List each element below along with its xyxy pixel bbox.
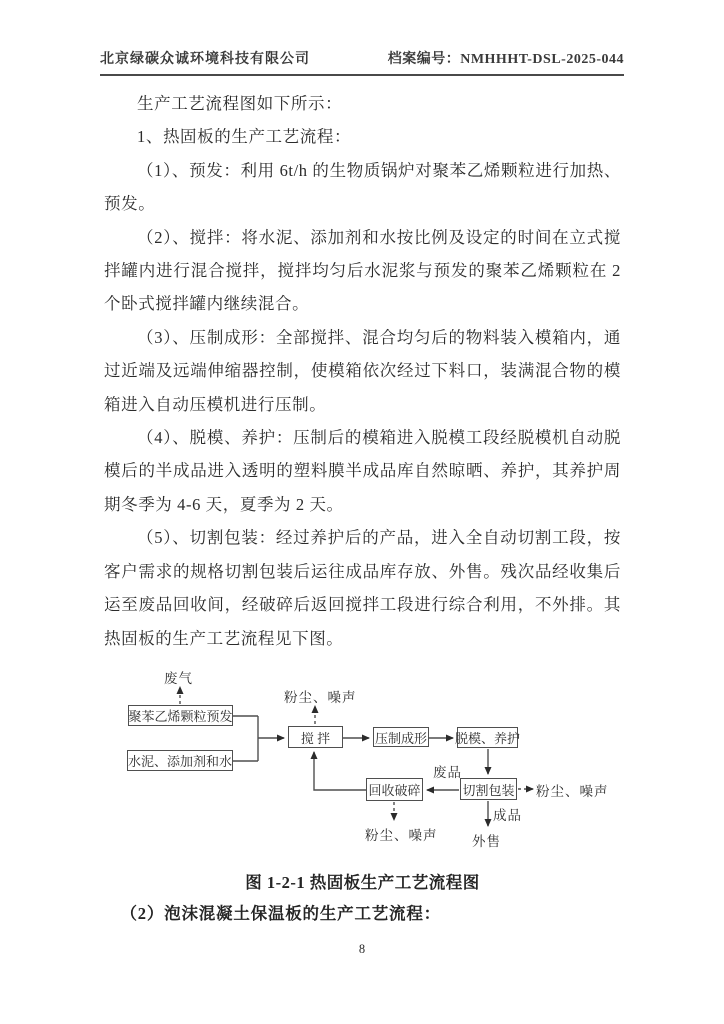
page-number: 8 xyxy=(358,942,366,956)
flow-node-raw-materials: 水泥、添加剂和水 xyxy=(127,750,233,771)
body-text xyxy=(104,87,621,655)
flow-label-dust-noise-cutting: 粉尘、噪声 xyxy=(536,784,609,799)
page-header xyxy=(100,48,624,76)
paragraph-step-1: （1）、预发：利用 6t/h 的生物质锅炉对聚苯乙烯颗粒进行加热、预发。 xyxy=(104,160,621,214)
flow-label-dust-noise-mixing: 粉尘、噪声 xyxy=(284,690,357,705)
flow-node-recycle-crush: 回收破碎 xyxy=(366,778,423,801)
flow-node-demold-curing: 脱模、养护 xyxy=(457,727,518,748)
paragraph-step-5: （5）、切割包装：经过养护后的产品，进入全自动切割工段，按客户需求的规格切割包装后运往成品库存放、外售。残次品经收集后运至废品回收间，经破碎后返回搅拌工段进行综合利用，不外排。其热固板的生产工艺流程见下图。 xyxy=(104,528,621,648)
flow-label-finished-product: 成品 xyxy=(493,808,522,823)
paragraph-intro: 生产工艺流程图如下所示： xyxy=(137,94,343,113)
company-name: 北京绿碳众诚环境科技有限公司 xyxy=(100,52,310,67)
paragraph-step-2: （2）、搅拌：将水泥、添加剂和水按比例及设定的时间在立式搅拌罐内进行混合搅拌，搅拌均匀后水泥浆与预发的聚苯乙烯颗粒在 2 个卧式搅拌罐内继续混合。 xyxy=(104,227,621,314)
flow-label-scrap: 废品 xyxy=(433,765,462,780)
paragraph-heading-1: 1、热固板的生产工艺流程： xyxy=(137,127,352,147)
flow-label-waste-gas: 废气 xyxy=(164,671,193,686)
flow-node-cutting-packing: 切割包装 xyxy=(460,778,517,800)
file-number: 档案编号：NMHHHT-DSL-2025-044 xyxy=(387,52,624,67)
flow-node-mixing: 搅 拌 xyxy=(288,726,343,748)
paragraph-step-4: （4）、脱模、养护：压制后的模箱进入脱模工段经脱模机自动脱模后的半成品进入透明的塑料膜半成品库自然晾晒、养护，其养护周期冬季为 4-6 天，夏季为 2 天。 xyxy=(104,428,621,514)
figure-caption: 图 1-2-1 热固板生产工艺流程图 xyxy=(245,873,480,892)
flow-node-press-forming: 压制成形 xyxy=(373,727,429,747)
flow-node-prefoaming: 聚苯乙烯颗粒预发 xyxy=(128,705,233,726)
paragraph-step-3: （3）、压制成形：全部搅拌、混合均匀后的物料装入模箱内，通过近端及远端伸缩器控制，使模箱依次经过下料口，装满混合物的模箱进入自动压模机进行压制。 xyxy=(104,327,621,414)
flow-label-external-sale: 外售 xyxy=(472,834,501,849)
flow-label-dust-noise-recycle: 粉尘、噪声 xyxy=(365,828,438,843)
next-section-heading: （2）泡沫混凝土保温板的生产工艺流程： xyxy=(120,904,441,923)
